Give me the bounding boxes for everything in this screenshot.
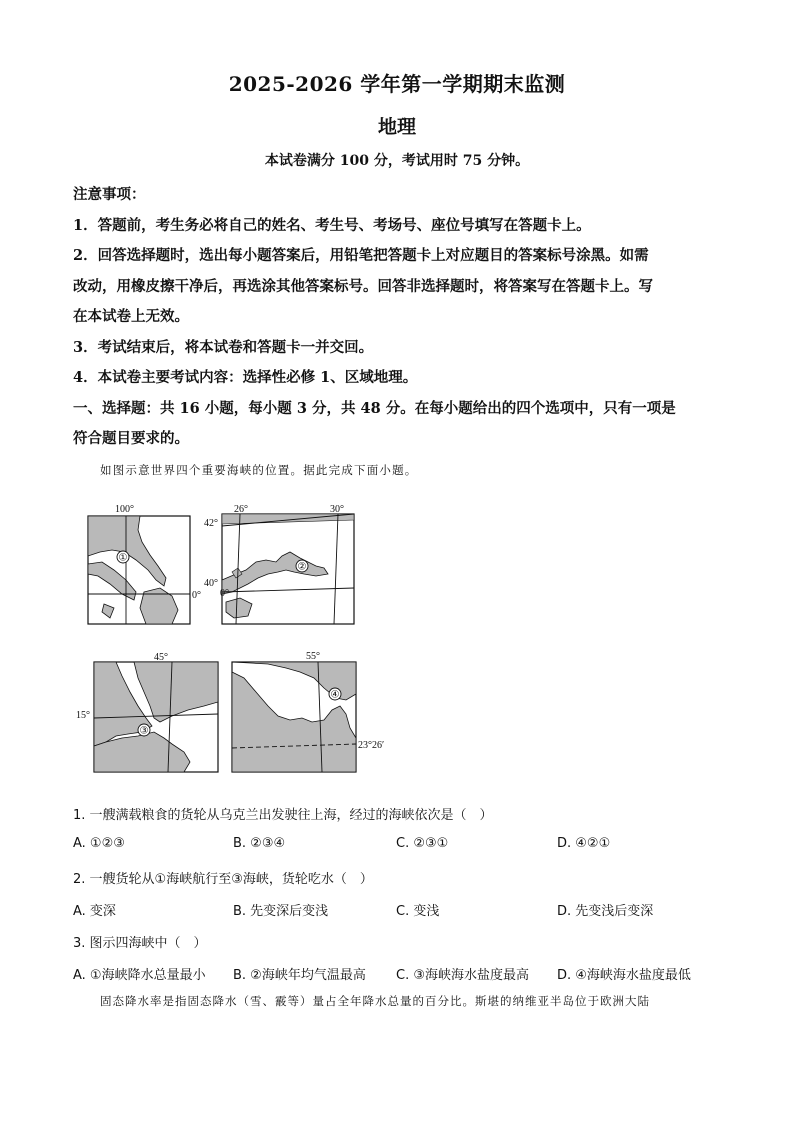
option-c: C. ③海峡海水盐度最高 <box>396 968 529 983</box>
option-d: D. ④海峡海水盐度最低 <box>557 968 691 983</box>
strait-marker-label: ④ <box>330 689 340 701</box>
strait-map-2 <box>200 500 360 628</box>
option-c: C. 变浅 <box>396 904 440 919</box>
option-row <box>73 900 733 920</box>
option-c: C. ②③① <box>396 836 449 851</box>
next-passage: 固态降水率是指固态降水（雪、霰等）量占全年降水总量的百分比。斯堪的纳维亚半岛位于欧洲大陆 <box>100 994 650 1008</box>
note-line: 在本试卷上无效。 <box>73 308 189 325</box>
latitude-label: 15° <box>76 710 90 721</box>
strait-marker-label: ③ <box>139 725 149 737</box>
note-line: 2．回答选择题时，选出每小题答案后，用铅笔把答题卡上对应题目的答案标号涂黑。如需 <box>73 247 649 264</box>
longitude-label: 30° <box>330 504 344 515</box>
longitude-label: 45° <box>154 652 168 663</box>
strait-map-3 <box>72 652 222 776</box>
section-heading: 一、选择题：共 16 小题，每小题 3 分，共 48 分。在每小题给出的四个选项中，只有一项是 <box>73 399 676 417</box>
option-d: D. 先变浅后变深 <box>557 904 654 919</box>
question-intro: 如图示意世界四个重要海峡的位置。据此完成下面小题。 <box>100 463 418 477</box>
score-line: 本试卷满分 100 分，考试用时 75 分钟。 <box>264 153 530 169</box>
notes-block <box>73 180 723 455</box>
option-a: A. ①②③ <box>73 836 125 851</box>
note-line: 改动，用橡皮擦干净后，再选涂其他答案标号。回答非选择题时，将答案写在答题卡上。写 <box>73 277 653 295</box>
latitude-label: 42° <box>204 518 218 529</box>
option-b: B. ②海峡年均气温最高 <box>233 968 366 983</box>
question-stem: 1. 一艘满载粮食的货轮从乌克兰出发驶往上海，经过的海峡依次是（ ） <box>73 808 493 823</box>
question-stem: 2. 一艘货轮从①海峡航行至③海峡，货轮吃水（ ） <box>73 872 373 887</box>
latitude-label: 0° <box>220 588 229 599</box>
strait-marker-label: ② <box>297 561 307 573</box>
option-b: B. 先变深后变浅 <box>233 904 329 919</box>
notes-heading: 注意事项： <box>73 186 146 203</box>
option-row <box>73 964 733 984</box>
note-line: 4．本试卷主要考试内容：选择性必修 1、区域地理。 <box>73 369 418 386</box>
option-d: D. ④②① <box>557 836 611 851</box>
note-line: 1．答题前，考生务必将自己的姓名、考生号、考场号、座位号填写在答题卡上。 <box>73 216 591 234</box>
option-a: A. 变深 <box>73 904 116 919</box>
subject-title: 地理 <box>377 116 416 138</box>
strait-map-1 <box>80 500 201 630</box>
longitude-label: 100° <box>115 504 134 515</box>
question-stem: 3. 图示四海峡中（ ） <box>73 936 207 951</box>
option-b: B. ②③④ <box>233 836 286 851</box>
latitude-label: 40° <box>204 578 218 589</box>
option-a: A. ①海峡降水总量最小 <box>73 968 206 983</box>
latitude-label: 0° <box>192 590 201 601</box>
exam-title: 2025-2026 学年第一学期期末监测 <box>228 72 566 96</box>
section-heading: 符合题目要求的。 <box>73 430 189 447</box>
strait-map-4 <box>228 648 398 776</box>
note-line: 3．考试结束后，将本试卷和答题卡一并交回。 <box>73 338 374 356</box>
latitude-label: 23°26′ <box>358 740 385 751</box>
longitude-label: 26° <box>234 504 248 515</box>
option-row <box>73 836 733 856</box>
longitude-label: 55° <box>306 651 320 662</box>
strait-marker-label: ① <box>118 552 128 564</box>
